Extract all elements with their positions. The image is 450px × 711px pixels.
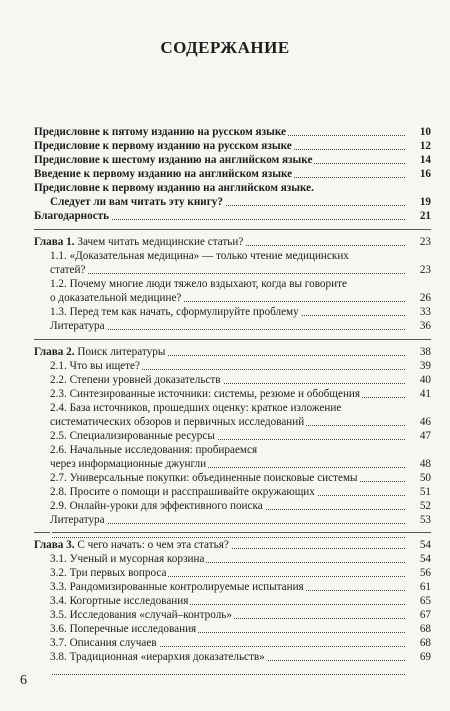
toc-entry xyxy=(34,277,431,291)
toc-entry xyxy=(34,608,431,622)
toc-entry xyxy=(34,181,431,195)
toc-entry-page: 46 xyxy=(419,416,431,428)
toc-entry-page: 40 xyxy=(419,374,431,386)
toc-entry xyxy=(34,664,431,678)
toc-entry-text xyxy=(50,665,52,677)
section-divider xyxy=(34,339,431,340)
toc-entry-text: статей? xyxy=(50,264,86,276)
toc-entry-text: 3.7. Описания случаев xyxy=(50,637,157,649)
toc-entry-text: систематических обзоров и первичных исследований xyxy=(50,416,305,428)
toc-entry-text: 1.3. Перед тем как начать, сформулируйте проблему xyxy=(50,306,299,318)
toc-entry-page: 53 xyxy=(419,514,431,526)
toc-entry xyxy=(34,622,431,636)
toc-entry xyxy=(34,594,431,608)
toc-entry xyxy=(34,125,431,139)
toc-entry-page: 19 xyxy=(419,196,431,208)
toc-entry-page: 54 xyxy=(419,553,431,565)
chapter-heading xyxy=(34,235,431,249)
toc-entry xyxy=(34,305,431,319)
toc-entry-text: 2.2. Степени уровней доказательств xyxy=(50,374,221,386)
toc-entry-text: Благодарность xyxy=(34,210,110,222)
chapter-number: Глава 1. xyxy=(34,236,75,248)
toc-entry-page: 16 xyxy=(419,168,431,180)
toc-entry-page: 23 xyxy=(419,264,431,276)
toc-entry-page: 33 xyxy=(419,306,431,318)
toc-entry xyxy=(34,566,431,580)
toc-entry xyxy=(34,443,431,457)
chapter-2 xyxy=(34,345,431,541)
toc-entry xyxy=(34,471,431,485)
chapter-number: Глава 3. xyxy=(34,539,75,551)
toc-entry-page: 61 xyxy=(419,581,431,593)
toc-entry-text: Предисловие к пятому изданию на русском языке xyxy=(34,126,286,138)
chapter-number: Глава 2. xyxy=(34,346,75,358)
toc-entry xyxy=(34,263,431,277)
toc-entry-text: 2.9. Онлайн-уроки для эффективного поиска xyxy=(50,500,263,512)
chapter-3 xyxy=(34,538,431,678)
toc-entry xyxy=(34,167,431,181)
toc-entry-text: о доказательной медицине? xyxy=(50,292,182,304)
toc-entry xyxy=(34,415,431,429)
toc-entry xyxy=(34,319,431,333)
toc-entry xyxy=(34,513,431,527)
toc-entry-text: 1.1. «Доказательная медицина» — только чтение медицинских xyxy=(50,250,349,262)
toc-entry xyxy=(34,291,431,305)
toc-entry xyxy=(34,359,431,373)
toc-entry-text: Следует ли вам читать эту книгу? xyxy=(50,196,223,208)
toc-entry-text: Введение к первому изданию на английском языке xyxy=(34,168,293,180)
toc-entry-page: 48 xyxy=(419,458,431,470)
front-matter xyxy=(34,125,431,223)
toc-entry-text: 3.8. Традиционная «иерархия доказательств» xyxy=(50,651,265,663)
toc-entry-text: Предисловие к шестому изданию на английском языке xyxy=(34,154,313,166)
toc-entry xyxy=(34,195,431,209)
toc-entry-page: 47 xyxy=(419,430,431,442)
toc-entry-page: 39 xyxy=(419,360,431,372)
toc-entry-text: 3.2. Три первых вопроса xyxy=(50,567,167,579)
toc-entry-page: 10 xyxy=(419,126,431,138)
toc-entry xyxy=(34,580,431,594)
toc-entry-page: 52 xyxy=(419,500,431,512)
toc-entry xyxy=(34,401,431,415)
toc-entry-text: 1.2. Почему многие люди тяжело вздыхают, когда вы говорите xyxy=(50,278,347,290)
toc-entry-text: 3.6. Поперечные исследования xyxy=(50,623,197,635)
toc-entry xyxy=(34,249,431,263)
toc-entry xyxy=(34,429,431,443)
chapter-heading xyxy=(34,538,431,552)
toc-entry xyxy=(34,636,431,650)
toc-entry-text: 2.4. База источников, прошедших оценку: краткое изложение xyxy=(50,402,342,414)
toc-entry-text: 3.4. Когортные исследования xyxy=(50,595,189,607)
toc-entry-page: 56 xyxy=(419,567,431,579)
toc-entry-text: 2.6. Начальные исследования: пробираемся xyxy=(50,444,258,456)
toc-entry-page: 36 xyxy=(419,320,431,332)
toc-entry-text: 3.5. Исследования «случай–контроль» xyxy=(50,609,232,621)
toc-entry-page: 21 xyxy=(419,210,431,222)
toc-entry-page: 50 xyxy=(419,472,431,484)
toc-entry-text: 2.8. Просите о помощи и расспрашивайте окружающих xyxy=(50,486,315,498)
toc-entry-page: 38 xyxy=(419,346,431,358)
toc-entry-text: Литература xyxy=(50,514,105,526)
toc-entry xyxy=(34,457,431,471)
toc-entry-page: 68 xyxy=(419,637,431,649)
chapter-1 xyxy=(34,235,431,333)
toc-entry xyxy=(34,153,431,167)
toc-entry xyxy=(34,485,431,499)
toc-entry-text: Предисловие к первому изданию на русском языке xyxy=(34,140,292,152)
chapter-title: С чего начать: о чем эта статья? xyxy=(77,539,229,551)
chapter-heading xyxy=(34,345,431,359)
toc-entry-page: 12 xyxy=(419,140,431,152)
page-number: 6 xyxy=(20,673,27,688)
toc-entry-page: 65 xyxy=(419,595,431,607)
toc-entry-text: 2.1. Что вы ищете? xyxy=(50,360,140,372)
toc-entry-page: 54 xyxy=(419,539,431,551)
toc-entry xyxy=(34,387,431,401)
toc-entry-text: 2.7. Универсальные покупки: объединенные поисковые системы xyxy=(50,472,358,484)
toc-entry xyxy=(34,650,431,664)
toc-entry xyxy=(34,499,431,513)
section-divider xyxy=(34,532,431,533)
toc-entry xyxy=(34,209,431,223)
toc-entry-text: Предисловие к первому изданию на английском языке. xyxy=(34,182,314,194)
toc-entry-page: 51 xyxy=(419,486,431,498)
toc-entry-page: 23 xyxy=(419,236,431,248)
section-divider xyxy=(34,229,431,230)
toc-entry-text: Литература xyxy=(50,320,105,332)
toc-entry-text: 3.3. Рандомизированные контролируемые испытания xyxy=(50,581,304,593)
chapter-title: Поиск литературы xyxy=(77,346,166,358)
toc-entry xyxy=(34,373,431,387)
toc-entry-text: 3.1. Ученый и мусорная корзина xyxy=(50,553,205,565)
toc-entry-page: 41 xyxy=(419,388,431,400)
toc-entry xyxy=(34,139,431,153)
toc-entry-text: через информационные джунгли xyxy=(50,458,207,470)
toc-entry-page: 26 xyxy=(419,292,431,304)
toc-entry-page: 69 xyxy=(419,651,431,663)
toc-entry xyxy=(34,552,431,566)
toc-entry-page: 14 xyxy=(419,154,431,166)
toc-entry-page: 68 xyxy=(419,623,431,635)
toc-entry-page: 67 xyxy=(419,609,431,621)
chapter-title: Зачем читать медицинские статьи? xyxy=(77,236,244,248)
toc-entry-text: 2.3. Синтезированные источники: системы, резюме и обобщения xyxy=(50,388,361,400)
page-title: СОДЕРЖАНИЕ xyxy=(160,38,290,57)
toc-entry-text: 2.5. Специализированные ресурсы xyxy=(50,430,215,442)
